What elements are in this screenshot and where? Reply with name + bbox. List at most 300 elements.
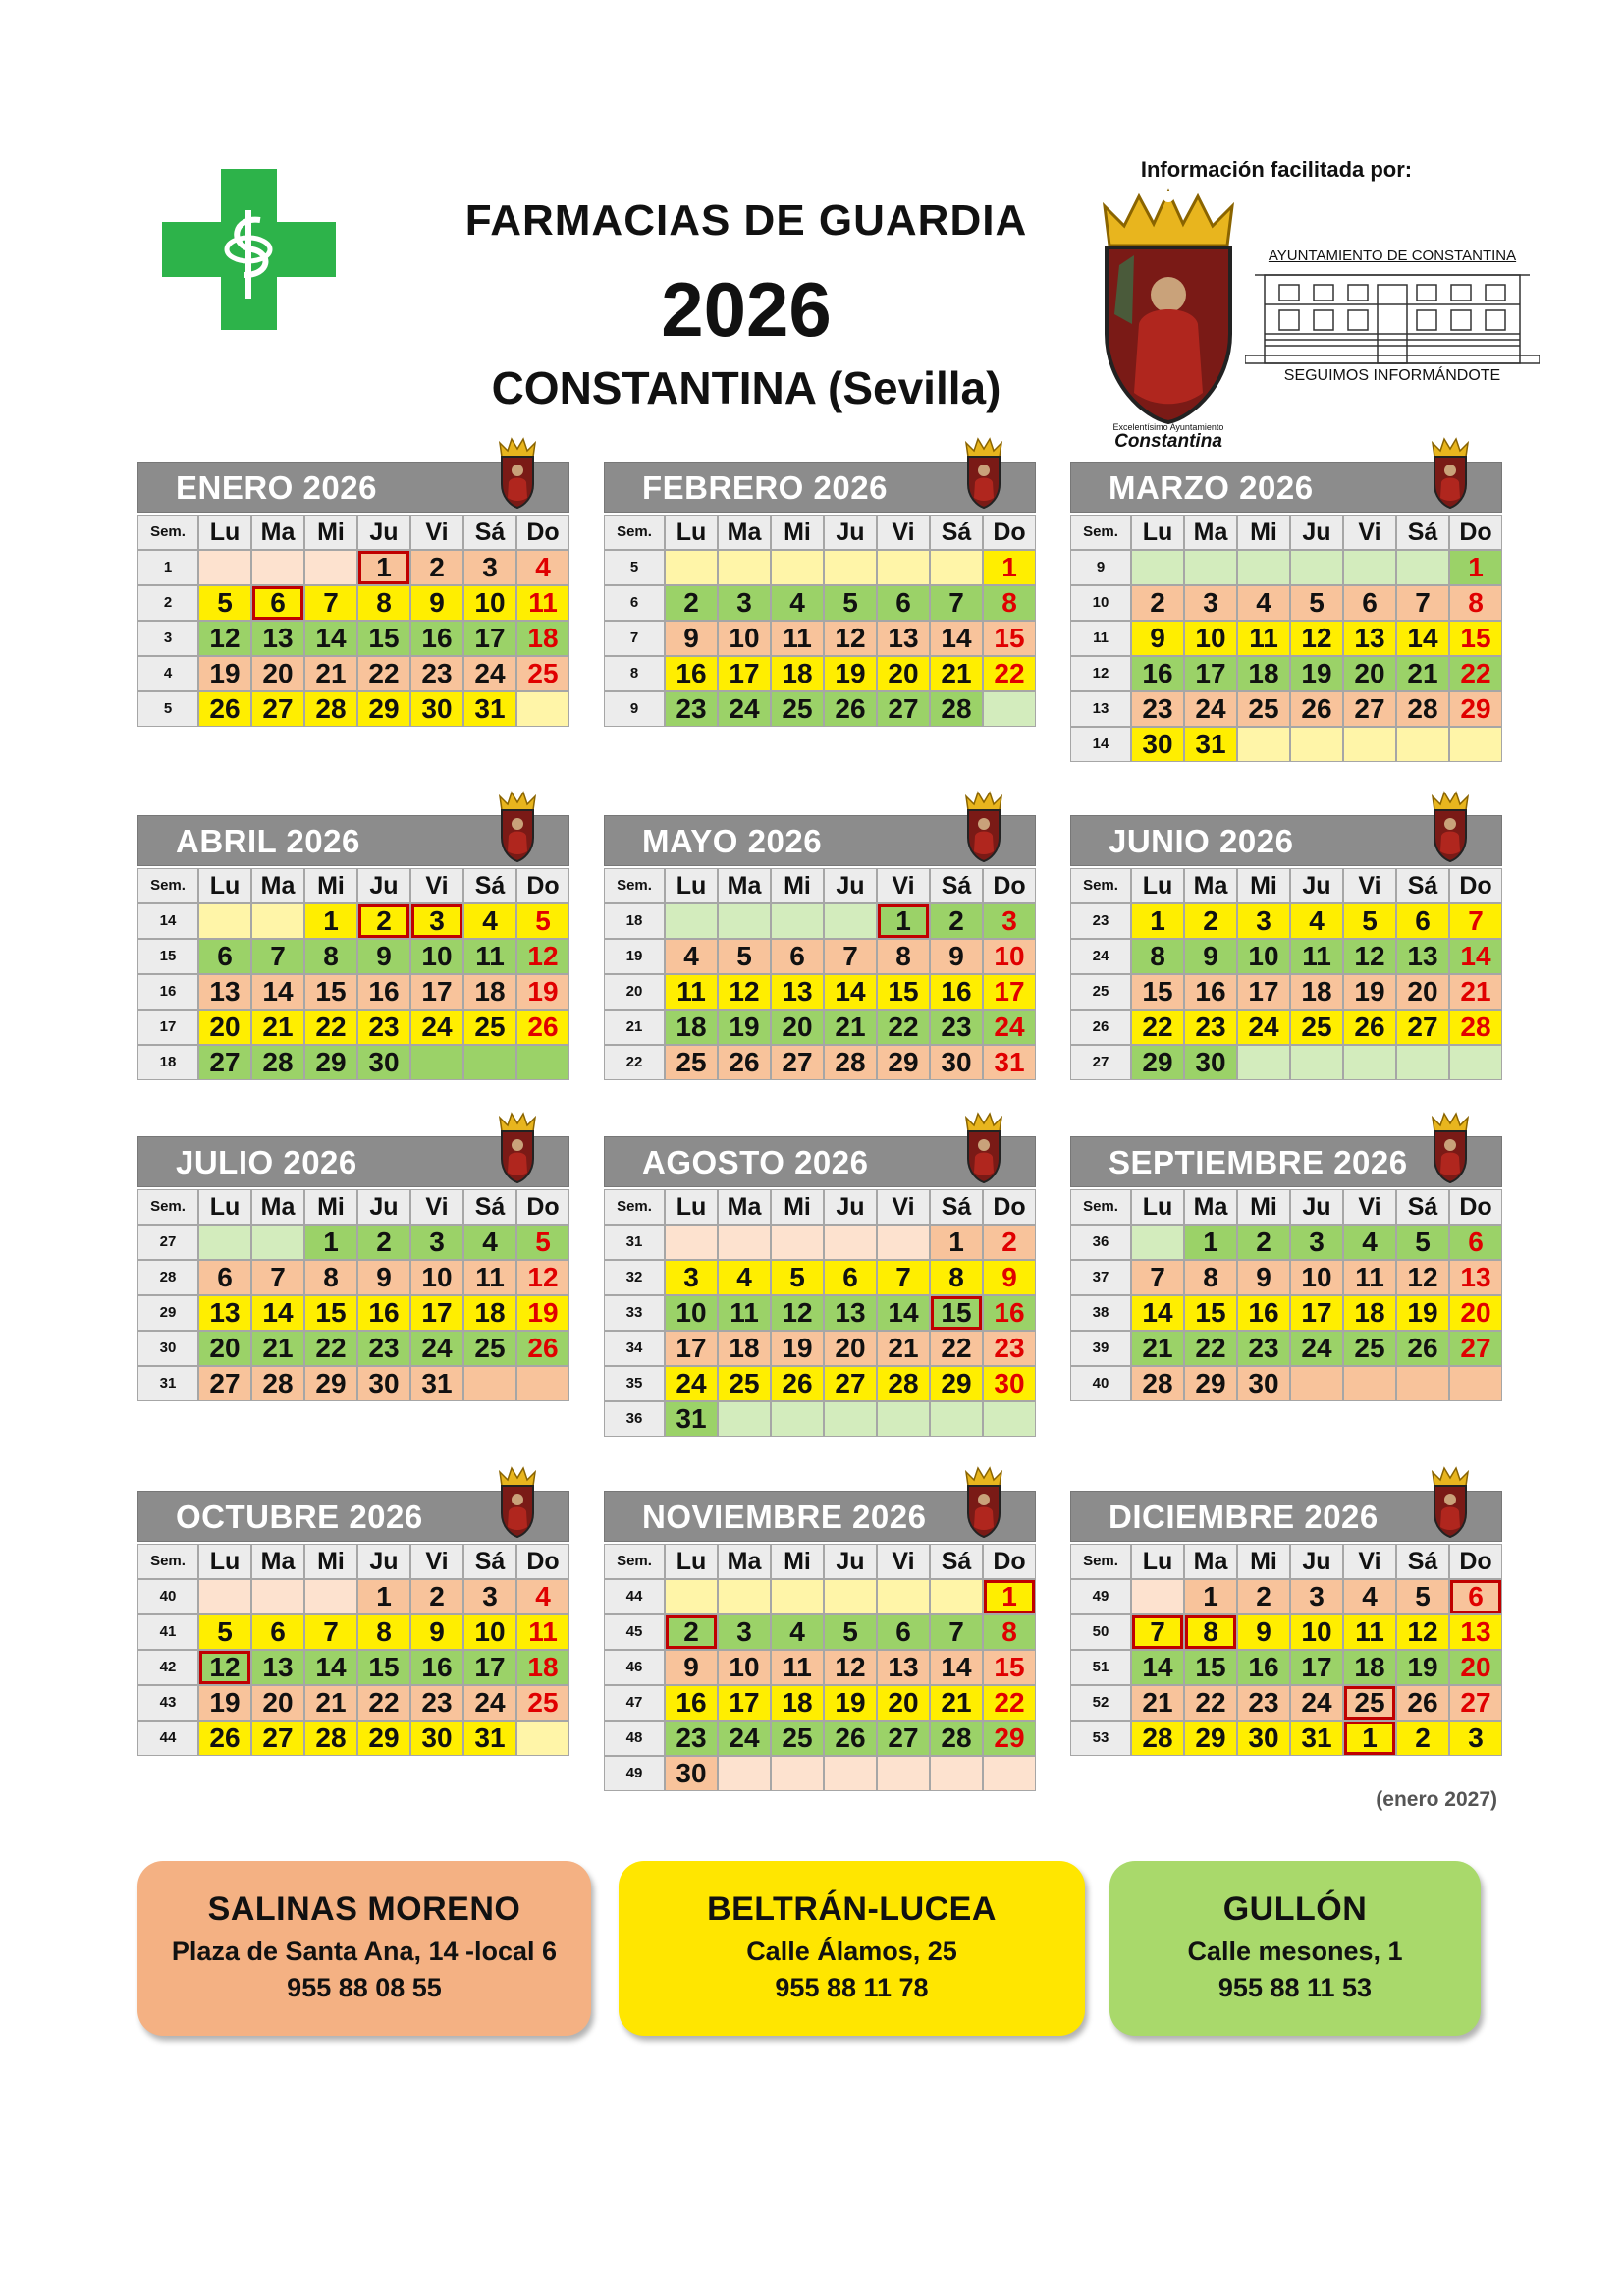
- day-cell: 21: [252, 1011, 303, 1044]
- empty-day-cell: [1238, 1046, 1289, 1079]
- day-cell: 22: [305, 1011, 356, 1044]
- week-number: 14: [1071, 728, 1130, 761]
- day-cell: 9: [1238, 1261, 1289, 1294]
- day-cell: 21: [1132, 1332, 1183, 1365]
- day-cell: 4: [464, 1226, 515, 1259]
- day-cell: 26: [825, 692, 876, 726]
- day-cell: 17: [1238, 975, 1289, 1009]
- day-cell: 1: [305, 1226, 356, 1259]
- pharmacy-cross-icon: [162, 169, 336, 330]
- week-number: 36: [605, 1402, 664, 1436]
- week-number: 3: [138, 622, 197, 655]
- day-cell: 5: [517, 904, 568, 938]
- week-number: 30: [138, 1332, 197, 1365]
- day-cell: 9: [358, 1261, 409, 1294]
- empty-day-cell: [825, 1580, 876, 1613]
- day-cell: 28: [1132, 1722, 1183, 1755]
- weekday-header: Sá: [464, 869, 515, 902]
- week-number: 44: [138, 1722, 197, 1755]
- day-cell: 21: [305, 657, 356, 690]
- pharmacy-name: SALINAS MORENO: [207, 1890, 521, 1928]
- pharmacy-name: BELTRÁN-LUCEA: [707, 1890, 997, 1928]
- empty-day-cell: [1397, 551, 1448, 584]
- day-cell: 12: [719, 975, 770, 1009]
- weekday-header: Ma: [1185, 1545, 1236, 1578]
- month-grid: [604, 868, 1036, 1080]
- weekday-header: Ma: [252, 516, 303, 549]
- day-cell: 9: [984, 1261, 1035, 1294]
- day-cell: 3: [1238, 904, 1289, 938]
- day-cell: 6: [772, 940, 823, 973]
- day-cell: 25: [772, 692, 823, 726]
- day-cell: 12: [825, 1651, 876, 1684]
- day-cell: 12: [517, 1261, 568, 1294]
- day-cell: 29: [358, 1722, 409, 1755]
- day-cell: 18: [772, 657, 823, 690]
- day-cell: 26: [517, 1011, 568, 1044]
- day-cell: 6: [252, 586, 303, 620]
- day-cell: 8: [358, 586, 409, 620]
- day-cell: 26: [1291, 692, 1342, 726]
- day-cell: 9: [1132, 622, 1183, 655]
- month-title-text: MARZO 2026: [1109, 469, 1314, 506]
- day-cell: 18: [719, 1332, 770, 1365]
- day-cell: 14: [1132, 1651, 1183, 1684]
- day-cell: 12: [1291, 622, 1342, 655]
- week-number: 19: [605, 940, 664, 973]
- day-cell: 19: [1344, 975, 1395, 1009]
- week-number: 12: [1071, 657, 1130, 690]
- day-cell: 12: [772, 1296, 823, 1330]
- day-cell: 25: [1238, 692, 1289, 726]
- day-cell: 3: [719, 1615, 770, 1649]
- week-number-header: Sem.: [138, 1545, 197, 1578]
- day-cell: 19: [1291, 657, 1342, 690]
- day-cell: 21: [1132, 1686, 1183, 1720]
- day-cell: 24: [411, 1332, 462, 1365]
- empty-day-cell: [931, 1402, 982, 1436]
- week-number: 6: [605, 586, 664, 620]
- day-cell: 5: [1344, 904, 1395, 938]
- day-cell: 25: [719, 1367, 770, 1400]
- day-cell: 29: [305, 1046, 356, 1079]
- weekday-header: Lu: [1132, 516, 1183, 549]
- month-title-text: JULIO 2026: [176, 1144, 357, 1180]
- month-crest-icon: [960, 789, 1007, 863]
- day-cell: 20: [878, 1686, 929, 1720]
- day-cell: 29: [305, 1367, 356, 1400]
- day-cell: 8: [305, 1261, 356, 1294]
- day-cell: 22: [1132, 1011, 1183, 1044]
- day-cell: 27: [252, 1722, 303, 1755]
- day-cell: 25: [517, 1686, 568, 1720]
- month-calendar: [137, 1491, 569, 1756]
- weekday-header: Ju: [825, 869, 876, 902]
- month-title: [604, 1491, 1036, 1542]
- empty-day-cell: [825, 1402, 876, 1436]
- day-cell: 9: [1238, 1615, 1289, 1649]
- empty-day-cell: [1291, 1367, 1342, 1400]
- week-number: 7: [605, 622, 664, 655]
- day-cell: 25: [1291, 1011, 1342, 1044]
- day-cell: 5: [825, 586, 876, 620]
- month-title: [137, 462, 569, 513]
- week-number: 53: [1071, 1722, 1130, 1755]
- shield-caption-small: Excelentísimo Ayuntamiento: [1112, 422, 1224, 432]
- weekday-header: Ma: [719, 869, 770, 902]
- weekday-header: Ma: [1185, 1190, 1236, 1224]
- day-cell: 18: [1344, 1651, 1395, 1684]
- month-calendar: [1070, 1136, 1502, 1401]
- day-cell: 20: [1450, 1296, 1501, 1330]
- day-cell: 2: [931, 904, 982, 938]
- day-cell: 9: [1185, 940, 1236, 973]
- day-cell: 29: [1185, 1367, 1236, 1400]
- week-number: 48: [605, 1722, 664, 1755]
- day-cell: 28: [878, 1367, 929, 1400]
- day-cell: 16: [1132, 657, 1183, 690]
- month-crest-icon: [1427, 789, 1474, 863]
- day-cell: 26: [1344, 1011, 1395, 1044]
- day-cell: 3: [1291, 1580, 1342, 1613]
- day-cell: 22: [358, 657, 409, 690]
- weekday-header: Lu: [666, 1190, 717, 1224]
- day-cell: 22: [1185, 1686, 1236, 1720]
- day-cell: 10: [719, 622, 770, 655]
- day-cell: 19: [517, 975, 568, 1009]
- week-number: 9: [605, 692, 664, 726]
- day-cell: 21: [931, 657, 982, 690]
- month-title-text: FEBRERO 2026: [642, 469, 888, 506]
- day-cell: 23: [1132, 692, 1183, 726]
- day-cell: 2: [666, 586, 717, 620]
- day-cell: 10: [411, 1261, 462, 1294]
- day-cell: 20: [1450, 1651, 1501, 1684]
- day-cell: 27: [199, 1046, 250, 1079]
- month-calendar: [137, 815, 569, 1080]
- day-cell: 11: [1238, 622, 1289, 655]
- day-cell: 24: [1238, 1011, 1289, 1044]
- empty-day-cell: [772, 551, 823, 584]
- day-cell: 5: [825, 1615, 876, 1649]
- day-cell: 4: [517, 1580, 568, 1613]
- empty-day-cell: [984, 692, 1035, 726]
- day-cell: 29: [358, 692, 409, 726]
- weekday-header: Ma: [252, 869, 303, 902]
- month-title-text: MAYO 2026: [642, 823, 823, 859]
- weekday-header: Do: [984, 516, 1035, 549]
- day-cell: 10: [411, 940, 462, 973]
- empty-day-cell: [666, 904, 717, 938]
- weekday-header: Do: [517, 1190, 568, 1224]
- day-cell: 7: [1132, 1615, 1183, 1649]
- day-cell: 28: [1450, 1011, 1501, 1044]
- day-cell: 26: [719, 1046, 770, 1079]
- day-cell: 15: [931, 1296, 982, 1330]
- day-cell: 1: [358, 1580, 409, 1613]
- day-cell: 14: [1132, 1296, 1183, 1330]
- month-crest-icon: [494, 435, 541, 510]
- day-cell: 24: [666, 1367, 717, 1400]
- weekday-header: Ma: [719, 516, 770, 549]
- day-cell: 15: [984, 1651, 1035, 1684]
- day-cell: 15: [305, 975, 356, 1009]
- empty-day-cell: [1238, 551, 1289, 584]
- day-cell: 1: [1185, 1580, 1236, 1613]
- week-number: 38: [1071, 1296, 1130, 1330]
- month-grid: [1070, 515, 1502, 762]
- empty-day-cell: [772, 1580, 823, 1613]
- empty-day-cell: [1450, 1367, 1501, 1400]
- day-cell: 30: [984, 1367, 1035, 1400]
- weekday-header: Ju: [1291, 516, 1342, 549]
- day-cell: 2: [358, 904, 409, 938]
- day-cell: 6: [878, 586, 929, 620]
- weekday-header: Ju: [358, 1545, 409, 1578]
- day-cell: 17: [464, 622, 515, 655]
- weekday-header: Ju: [1291, 1545, 1342, 1578]
- day-cell: 3: [1185, 586, 1236, 620]
- month-crest-icon: [960, 435, 1007, 510]
- weekday-header: Lu: [199, 516, 250, 549]
- day-cell: 4: [772, 1615, 823, 1649]
- week-number: 34: [605, 1332, 664, 1365]
- day-cell: 30: [358, 1367, 409, 1400]
- weekday-header: Mi: [772, 516, 823, 549]
- day-cell: 23: [984, 1332, 1035, 1365]
- day-cell: 9: [666, 1651, 717, 1684]
- empty-day-cell: [1291, 551, 1342, 584]
- day-cell: 27: [878, 692, 929, 726]
- day-cell: 10: [666, 1296, 717, 1330]
- day-cell: 21: [252, 1332, 303, 1365]
- week-number: 40: [1071, 1367, 1130, 1400]
- day-cell: 27: [199, 1367, 250, 1400]
- day-cell: 11: [1344, 1261, 1395, 1294]
- day-cell: 6: [1450, 1226, 1501, 1259]
- day-cell: 12: [1397, 1615, 1448, 1649]
- day-cell: 28: [825, 1046, 876, 1079]
- weekday-header: Lu: [199, 869, 250, 902]
- day-cell: 18: [517, 622, 568, 655]
- weekday-header: Sá: [1397, 516, 1448, 549]
- weekday-header: Sá: [931, 1190, 982, 1224]
- day-cell: 2: [1185, 904, 1236, 938]
- day-cell: 11: [1344, 1615, 1395, 1649]
- month-grid: [1070, 1544, 1502, 1756]
- week-number: 51: [1071, 1651, 1130, 1684]
- pharmacy-phone: 955 88 11 78: [775, 1973, 929, 2002]
- month-title: [1070, 1491, 1502, 1542]
- empty-day-cell: [719, 1402, 770, 1436]
- day-cell: 30: [1238, 1367, 1289, 1400]
- day-cell: 5: [1397, 1226, 1448, 1259]
- day-cell: 16: [358, 1296, 409, 1330]
- empty-day-cell: [878, 1580, 929, 1613]
- day-cell: 3: [984, 904, 1035, 938]
- day-cell: 29: [1450, 692, 1501, 726]
- week-number: 52: [1071, 1686, 1130, 1720]
- day-cell: 6: [199, 940, 250, 973]
- week-number: 2: [138, 586, 197, 620]
- empty-day-cell: [411, 1046, 462, 1079]
- week-number: 8: [605, 657, 664, 690]
- day-cell: 22: [984, 1686, 1035, 1720]
- week-number: 49: [1071, 1580, 1130, 1613]
- day-cell: 28: [252, 1367, 303, 1400]
- day-cell: 19: [825, 657, 876, 690]
- week-number: 23: [1071, 904, 1130, 938]
- empty-day-cell: [1397, 1367, 1448, 1400]
- month-calendar: [604, 1136, 1036, 1437]
- month-title: [1070, 1136, 1502, 1187]
- day-cell: 26: [1397, 1332, 1448, 1365]
- day-cell: 28: [252, 1046, 303, 1079]
- weekday-header: Do: [984, 869, 1035, 902]
- day-cell: 11: [719, 1296, 770, 1330]
- day-cell: 14: [252, 1296, 303, 1330]
- empty-day-cell: [252, 551, 303, 584]
- pharmacy-card-beltran: [619, 1861, 1085, 2036]
- weekday-header: Vi: [1344, 1545, 1395, 1578]
- empty-day-cell: [878, 1757, 929, 1790]
- weekday-header: Do: [984, 1545, 1035, 1578]
- day-cell: 10: [1291, 1615, 1342, 1649]
- empty-day-cell: [1397, 728, 1448, 761]
- day-cell: 29: [984, 1722, 1035, 1755]
- week-number: 33: [605, 1296, 664, 1330]
- day-cell: 24: [464, 1686, 515, 1720]
- weekday-header: Sá: [464, 1190, 515, 1224]
- empty-day-cell: [931, 1757, 982, 1790]
- day-cell: 7: [305, 1615, 356, 1649]
- empty-day-cell: [1450, 1046, 1501, 1079]
- day-cell: 15: [984, 622, 1035, 655]
- empty-day-cell: [1291, 728, 1342, 761]
- month-crest-icon: [1427, 1110, 1474, 1184]
- day-cell: 7: [252, 940, 303, 973]
- weekday-header: Lu: [666, 869, 717, 902]
- month-grid: [604, 1544, 1036, 1791]
- week-number-header: Sem.: [605, 516, 664, 549]
- day-cell: 20: [878, 657, 929, 690]
- month-grid: [137, 1544, 569, 1756]
- day-cell: 23: [666, 692, 717, 726]
- week-number: 31: [605, 1226, 664, 1259]
- day-cell: 6: [878, 1615, 929, 1649]
- month-title: [137, 1136, 569, 1187]
- week-number: 36: [1071, 1226, 1130, 1259]
- day-cell: 22: [1185, 1332, 1236, 1365]
- empty-day-cell: [1397, 1046, 1448, 1079]
- weekday-header: Lu: [199, 1190, 250, 1224]
- day-cell: 14: [252, 975, 303, 1009]
- empty-day-cell: [1132, 551, 1183, 584]
- weekday-header: Ju: [825, 516, 876, 549]
- day-cell: 7: [931, 1615, 982, 1649]
- month-title-text: OCTUBRE 2026: [176, 1499, 423, 1535]
- month-calendar: [1070, 1491, 1502, 1756]
- empty-day-cell: [464, 1046, 515, 1079]
- week-number: 40: [138, 1580, 197, 1613]
- day-cell: 1: [1450, 551, 1501, 584]
- month-grid: [604, 515, 1036, 727]
- week-number: 4: [138, 657, 197, 690]
- day-cell: 22: [984, 657, 1035, 690]
- day-cell: 2: [666, 1615, 717, 1649]
- day-cell: 23: [1238, 1686, 1289, 1720]
- week-number: 37: [1071, 1261, 1130, 1294]
- day-cell: 18: [666, 1011, 717, 1044]
- month-title-text: DICIEMBRE 2026: [1109, 1499, 1379, 1535]
- day-cell: 7: [1132, 1261, 1183, 1294]
- day-cell: 27: [825, 1367, 876, 1400]
- day-cell: 18: [464, 975, 515, 1009]
- weekday-header: Vi: [1344, 869, 1395, 902]
- day-cell: 26: [199, 1722, 250, 1755]
- month-title: [137, 815, 569, 866]
- month-crest-icon: [1427, 1464, 1474, 1539]
- day-cell: 31: [1185, 728, 1236, 761]
- day-cell: 8: [358, 1615, 409, 1649]
- month-title-text: AGOSTO 2026: [642, 1144, 869, 1180]
- day-cell: 6: [1450, 1580, 1501, 1613]
- day-cell: 1: [984, 1580, 1035, 1613]
- month-grid: [604, 1189, 1036, 1437]
- day-cell: 11: [464, 1261, 515, 1294]
- day-cell: 1: [1132, 904, 1183, 938]
- day-cell: 14: [305, 1651, 356, 1684]
- day-cell: 20: [252, 657, 303, 690]
- empty-day-cell: [666, 551, 717, 584]
- day-cell: 15: [878, 975, 929, 1009]
- day-cell: 13: [1450, 1261, 1501, 1294]
- day-cell: 14: [931, 1651, 982, 1684]
- day-cell: 8: [1132, 940, 1183, 973]
- day-cell: 2: [1132, 586, 1183, 620]
- day-cell: 30: [931, 1046, 982, 1079]
- day-cell: 17: [719, 1686, 770, 1720]
- day-cell: 31: [464, 692, 515, 726]
- day-cell: 16: [1185, 975, 1236, 1009]
- day-cell: 11: [464, 940, 515, 973]
- day-cell: 28: [931, 692, 982, 726]
- month-title-text: JUNIO 2026: [1109, 823, 1294, 859]
- week-number: 9: [1071, 551, 1130, 584]
- day-cell: 22: [358, 1686, 409, 1720]
- day-cell: 16: [411, 622, 462, 655]
- day-cell: 28: [1132, 1367, 1183, 1400]
- day-cell: 6: [825, 1261, 876, 1294]
- weekday-header: Mi: [305, 869, 356, 902]
- day-cell: 4: [464, 904, 515, 938]
- empty-day-cell: [252, 1226, 303, 1259]
- weekday-header: Mi: [1238, 516, 1289, 549]
- day-cell: 17: [411, 975, 462, 1009]
- weekday-header: Sá: [931, 1545, 982, 1578]
- page-header: [0, 0, 1623, 462]
- empty-day-cell: [252, 1580, 303, 1613]
- day-cell: 31: [411, 1367, 462, 1400]
- day-cell: 15: [1185, 1296, 1236, 1330]
- day-cell: 26: [825, 1722, 876, 1755]
- day-cell: 15: [305, 1296, 356, 1330]
- day-cell: 2: [358, 1226, 409, 1259]
- week-number: 28: [138, 1261, 197, 1294]
- day-cell: 28: [305, 692, 356, 726]
- month-calendar: [1070, 462, 1502, 762]
- weekday-header: Sá: [1397, 1190, 1448, 1224]
